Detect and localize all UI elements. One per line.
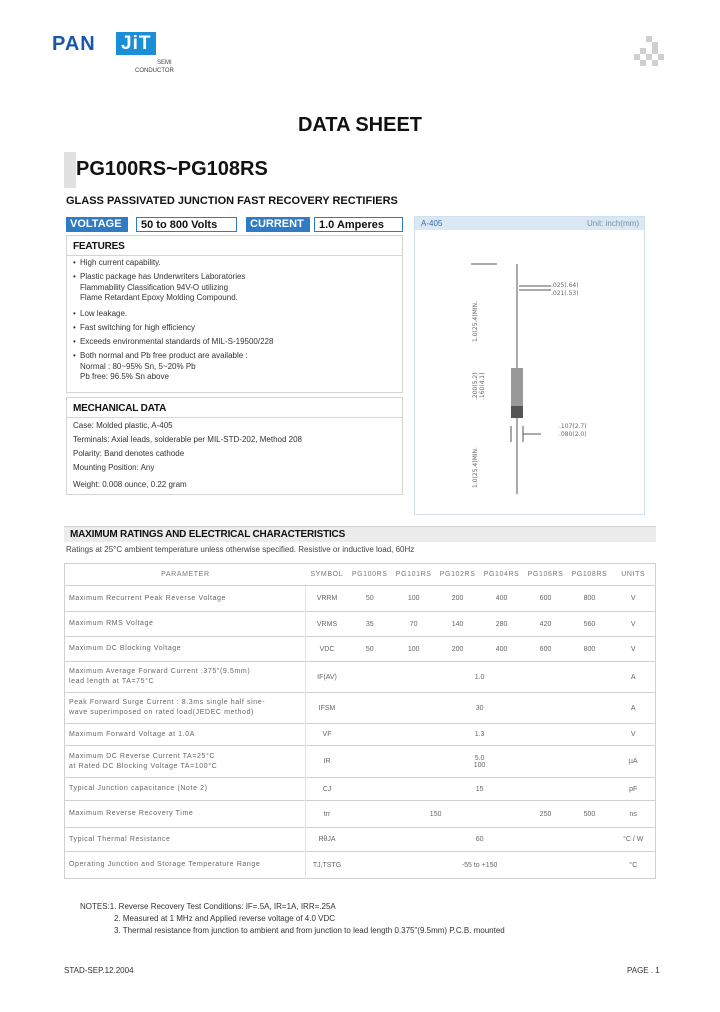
package-header bbox=[415, 217, 644, 230]
document-title: DATA SHEET bbox=[297, 114, 423, 136]
divider bbox=[67, 255, 402, 256]
table-row: Operating Junction and Storage Temperature Range TJ,TSTG -55 to +150 °C bbox=[65, 852, 656, 879]
package-name: A-405 bbox=[421, 219, 443, 228]
table-row: Maximum DC Reverse Current TA=25°C at Rated DC Blocking Voltage TA=100°C IR 5.0 100 µA bbox=[65, 746, 656, 778]
table-row: Maximum Reverse Recovery Time trr 150 250 500 ns bbox=[65, 801, 656, 828]
notes bbox=[80, 901, 505, 937]
ratings-table bbox=[64, 563, 656, 879]
logo-pan-text: PAN bbox=[52, 33, 96, 55]
mechanical-data-box bbox=[66, 397, 403, 495]
dim-body-dia-a: .107(2.7) bbox=[559, 423, 587, 430]
column-header: PG106RS bbox=[524, 564, 568, 586]
table-row: Maximum Average Forward Current .375"(9.5mm) lead length at TA=75°C IF(AV) 1.0 A bbox=[65, 662, 656, 693]
logo-jit-text: JiT bbox=[116, 32, 156, 55]
feature-item: • Plastic package has Underwriters Laboratories Flammability Classification 94V-O utilizing Flame Retardant Epoxy Molding Compound. bbox=[73, 272, 246, 302]
table-row: Maximum Recurrent Peak Reverse Voltage VRRM 50 100 200 400 600 800 V bbox=[65, 586, 656, 612]
part-number: PG100RS~PG108RS bbox=[76, 158, 268, 180]
dim-lead-dia-a: .025(.64) bbox=[551, 282, 579, 289]
panjit-logo bbox=[52, 33, 174, 81]
logo-conductor: CONDUCTOR bbox=[135, 68, 174, 74]
package-unit: Unit: inch(mm) bbox=[586, 219, 639, 228]
features-title: FEATURES bbox=[73, 241, 125, 252]
divider bbox=[67, 417, 402, 418]
dim-lead-length-bottom: 1.0(25.4)MIN. bbox=[472, 447, 479, 488]
column-header: UNITS bbox=[611, 564, 655, 586]
table-row: Maximum DC Blocking Voltage VDC 50 100 200 400 600 800 V bbox=[65, 637, 656, 662]
ratings-title: MAXIMUM RATINGS AND ELECTRICAL CHARACTERISTICS bbox=[64, 526, 656, 542]
voltage-value: 50 to 800 Volts bbox=[136, 217, 237, 232]
column-header: PARAMETER bbox=[65, 564, 306, 586]
mechanical-item: Mounting Position: Any bbox=[73, 463, 155, 472]
features-box bbox=[66, 235, 403, 393]
current-value: 1.0 Amperes bbox=[314, 217, 403, 232]
part-number-tab bbox=[64, 152, 76, 188]
decorative-squares-icon bbox=[634, 36, 664, 66]
column-header: PG104RS bbox=[480, 564, 524, 586]
dim-body-length-b: .160(4.1) bbox=[479, 372, 486, 400]
note-3: 3. Thermal resistance from junction to ambient and from junction to lead length 0.375"(9.5mm) P.C.B. mounted bbox=[114, 926, 505, 935]
page-number: PAGE . 1 bbox=[627, 966, 660, 975]
voltage-label: VOLTAGE bbox=[66, 217, 128, 232]
package-drawing-panel bbox=[414, 216, 645, 515]
feature-item: • Exceeds environmental standards of MIL-S-19500/228 bbox=[73, 337, 274, 346]
mechanical-item: Terminals: Axial leads, solderable per MIL-STD-202, Method 208 bbox=[73, 435, 302, 444]
document-code: STAD-SEP.12.2004 bbox=[64, 966, 134, 975]
logo-semiconductor-text bbox=[135, 59, 174, 75]
table-row: Maximum RMS Voltage VRMS 35 70 140 280 420 560 V bbox=[65, 612, 656, 637]
feature-item: • Fast switching for high efficiency bbox=[73, 323, 196, 332]
feature-item: • High current capability. bbox=[73, 258, 161, 267]
ratings-note: Ratings at 25°C ambient temperature unless otherwise specified. Resistive or inductive load, 60Hz bbox=[66, 545, 415, 554]
column-header: SYMBOL bbox=[306, 564, 348, 586]
current-label: CURRENT bbox=[246, 217, 310, 232]
mechanical-item: Case: Molded plastic, A-405 bbox=[73, 421, 173, 430]
table-row: Maximum Forward Voltage at 1.0A VF 1.3 V bbox=[65, 724, 656, 746]
diode-outline-drawing bbox=[415, 230, 644, 514]
table-row: Peak Forward Surge Current : 8.3ms single half sine- wave superimposed on rated load(JEDEC method) IFSM 30 A bbox=[65, 693, 656, 724]
mechanical-item: Weight: 0.008 ounce, 0.22 gram bbox=[73, 480, 187, 489]
column-header: PG108RS bbox=[568, 564, 612, 586]
column-header: PG101RS bbox=[392, 564, 436, 586]
dim-lead-length-top: 1.0(25.4)MIN. bbox=[472, 301, 479, 342]
product-subtitle: GLASS PASSIVATED JUNCTION FAST RECOVERY RECTIFIERS bbox=[66, 195, 398, 207]
note-2: 2. Measured at 1 MHz and Applied reverse voltage of 4.0 VDC bbox=[114, 914, 336, 923]
feature-item: • Both normal and Pb free product are available : Normal : 80~95% Sn, 5~20% Pb Pb free: 96.5% Sn above bbox=[73, 351, 248, 381]
column-header: PG102RS bbox=[436, 564, 480, 586]
table-row: Typical Thermal Resistance RθJA 60 °C / W bbox=[65, 828, 656, 852]
table-header-row bbox=[65, 564, 656, 586]
mechanical-item: Polarity: Band denotes cathode bbox=[73, 449, 185, 458]
column-header: PG100RS bbox=[348, 564, 392, 586]
dim-body-length-a: .200(5.2) bbox=[472, 372, 479, 400]
table-row: Typical Junction capacitance (Note 2) CJ 15 pF bbox=[65, 778, 656, 801]
note-1: NOTES:1. Reverse Recovery Test Conditions: IF=.5A, IR=1A, IRR=.25A bbox=[80, 902, 336, 911]
feature-item: • Low leakage. bbox=[73, 309, 128, 318]
dim-body-dia-b: .080(2.0) bbox=[559, 431, 587, 438]
mechanical-data-title: MECHANICAL DATA bbox=[73, 403, 167, 414]
logo-semi: SEMI bbox=[157, 60, 172, 66]
dim-lead-dia-b: .021(.53) bbox=[551, 290, 579, 297]
